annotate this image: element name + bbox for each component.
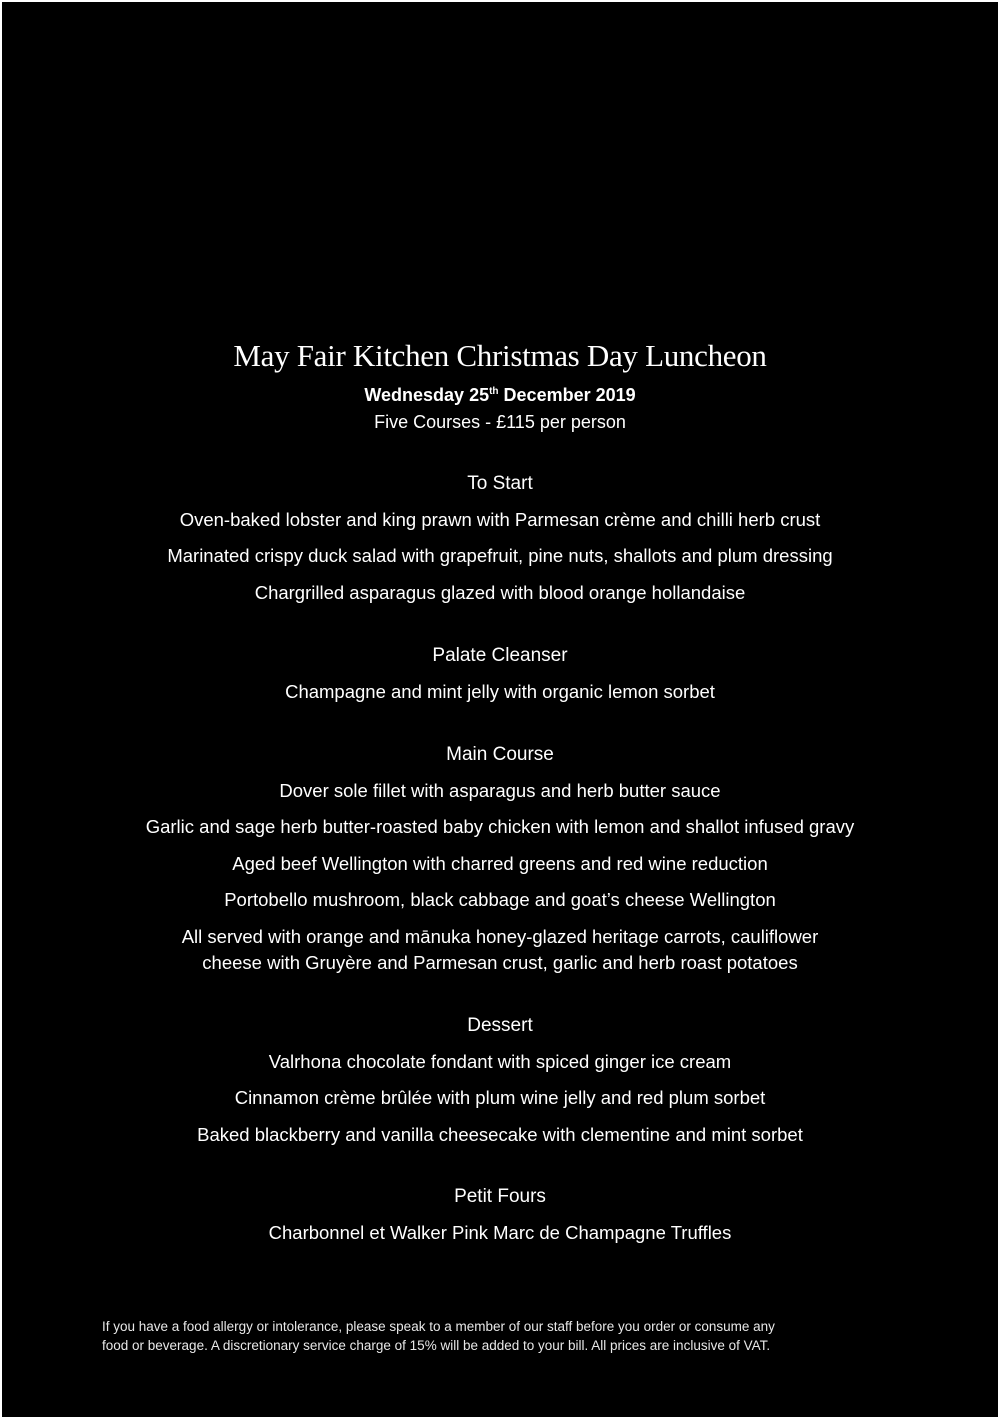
dish: Charbonnel et Walker Pink Marc de Champagne Truffles <box>268 1222 732 1243</box>
dish: Baked blackberry and vanilla cheesecake with clementine and mint sorbet <box>197 1123 803 1145</box>
footer-line: food or beverage. A discretionary service charge of 15% will be added to your bill. All prices are inclusive of VAT. <box>102 1338 771 1353</box>
dish: Garlic and sage herb butter-roasted baby chicken with lemon and shallot infused gravy <box>145 816 855 838</box>
menu-date <box>2 383 998 407</box>
dish-sides: All served with orange and mānuka honey-glazed heritage carrots, cauliflower cheese with Gruyère and Parmesan crust, garlic and herb roast potatoes <box>181 925 819 973</box>
dish: Portobello mushroom, black cabbage and goat’s cheese Wellington <box>224 889 776 911</box>
dish: Dover sole fillet with asparagus and herb butter sauce <box>279 780 721 801</box>
dish: Aged beef Wellington with charred greens and red wine reduction <box>232 852 768 874</box>
course-petit-fours <box>2 1184 998 1256</box>
allergy-footer <box>102 1317 902 1355</box>
course-heading: Palate Cleanser <box>432 645 568 666</box>
menu-page <box>2 2 998 1417</box>
course-heading: Dessert <box>467 1015 533 1036</box>
date-day: Wednesday 25 <box>364 385 490 405</box>
date-ordinal: th <box>489 386 499 397</box>
course-main-course <box>2 742 998 986</box>
course-palate-cleanser <box>2 643 998 715</box>
dish: Champagne and mint jelly with organic lemon sorbet <box>285 681 715 702</box>
date-month-year: December 2019 <box>498 385 636 405</box>
dish: Marinated crispy duck salad with grapefruit, pine nuts, shallots and plum dressing <box>167 545 833 567</box>
dish: Valrhona chocolate fondant with spiced ginger ice cream <box>268 1051 732 1072</box>
dish: Oven-baked lobster and king prawn with Parmesan crème and chilli herb crust <box>179 509 821 530</box>
course-dessert <box>2 1013 998 1158</box>
course-heading: Main Course <box>446 744 554 765</box>
dish: Cinnamon crème brûlée with plum wine jelly and red plum sorbet <box>234 1087 766 1109</box>
course-heading: To Start <box>467 473 533 494</box>
menu-title: May Fair Kitchen Christmas Day Luncheon <box>233 338 767 373</box>
menu-price: Five Courses - £115 per person <box>374 412 626 432</box>
course-to-start <box>2 471 998 616</box>
course-heading: Petit Fours <box>454 1186 546 1207</box>
footer-line: If you have a food allergy or intolerance, please speak to a member of our staff before you order or consume any <box>102 1319 775 1334</box>
dish: Chargrilled asparagus glazed with blood orange hollandaise <box>254 581 746 603</box>
